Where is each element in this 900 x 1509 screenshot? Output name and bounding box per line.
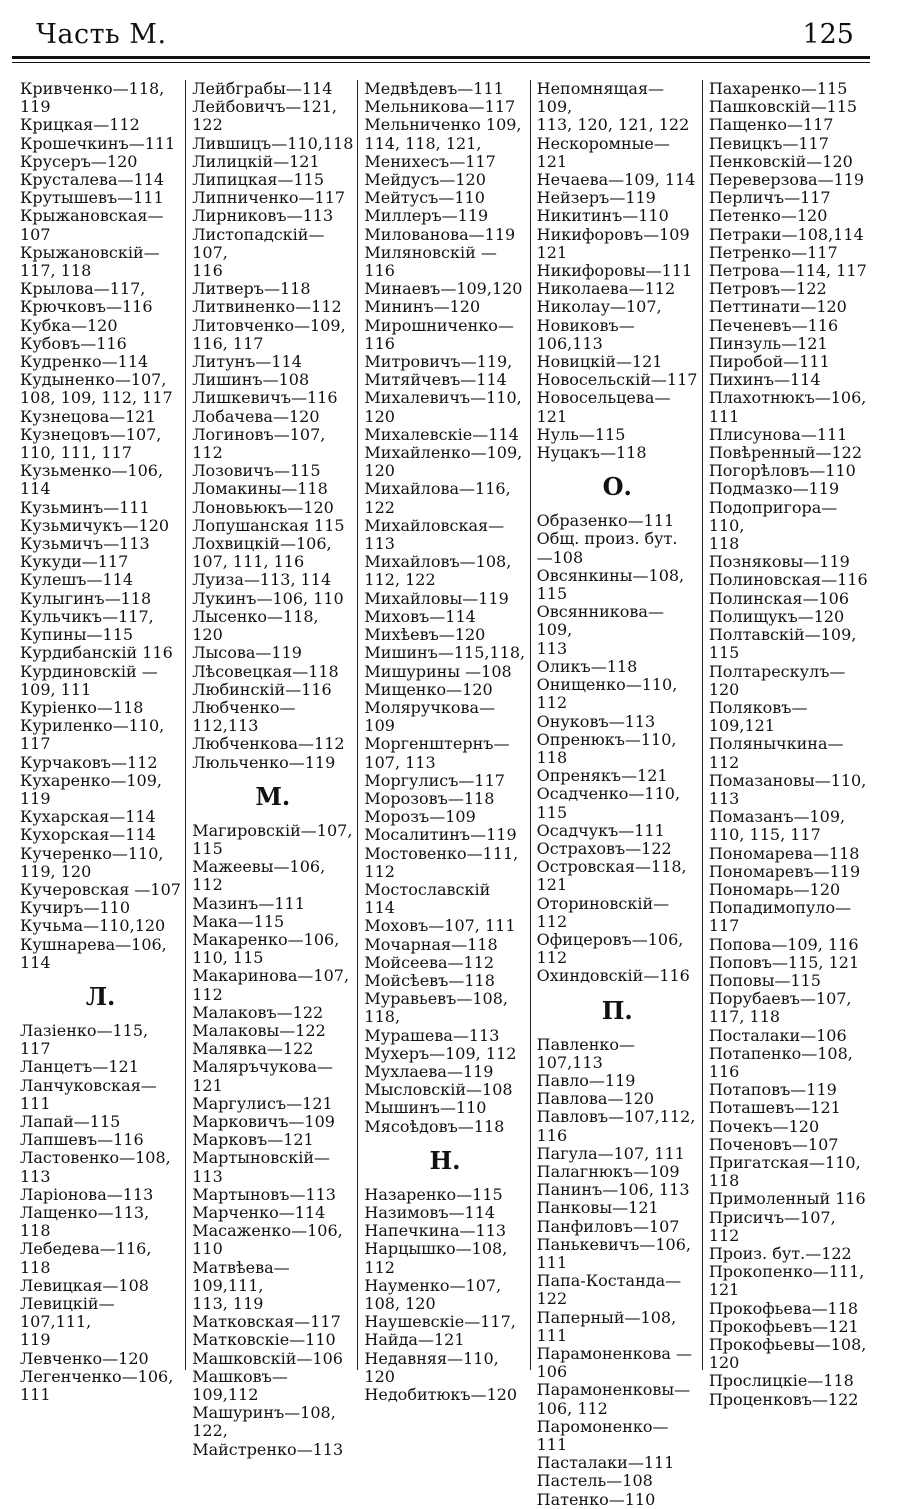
index-entry: Митяйчевъ—114 — [364, 370, 507, 390]
index-entry: Никитинъ—110 — [536, 206, 669, 226]
index-entry: Поповъ—115, 121 — [708, 952, 860, 972]
index-entry: Мойсѣевъ—118 — [364, 970, 495, 990]
index-entry: Левицкій—107,111, 119 — [20, 1294, 115, 1350]
index-entry: Оликъ—118 — [536, 656, 638, 676]
index-columns — [14, 79, 874, 1509]
index-entry: Петраки—108,114 — [708, 224, 864, 244]
index-entry: Майстренко—113 — [192, 1439, 344, 1459]
index-entry: Наушевскіе—117, — [364, 1312, 516, 1332]
index-entry: Кривченко—118, 119 — [20, 79, 165, 117]
index-entry: Лебедева—116, 118 — [20, 1239, 152, 1277]
index-entry: Пономаревъ—119 — [708, 861, 861, 881]
index-entry: Мухлаева—119 — [364, 1061, 494, 1081]
index-entry: Минаевъ—109,120 — [364, 279, 523, 299]
index-entry: Мостовенко—111, 112 — [364, 843, 519, 881]
index-entry: Новосельцева—121 — [536, 388, 671, 426]
index-entry: Литверъ—118 — [192, 279, 311, 299]
index-entry: Примоленный 116 — [708, 1189, 866, 1209]
index-entry: Пасталаки—111 — [536, 1453, 675, 1473]
index-entry: Перличъ—117 — [708, 188, 831, 208]
index-entry: Прокофьевы—108, 120 — [708, 1335, 867, 1373]
index-entry: Подмазко—119 — [708, 479, 840, 499]
index-entry: Островская—118, 121 — [536, 857, 687, 895]
index-entry: Поповы—115 — [708, 970, 821, 990]
index-entry: Поченовъ—107 — [708, 1134, 839, 1154]
index-entry: Левицкая—108 — [20, 1275, 149, 1295]
index-entry: Оториновскій—112 — [536, 893, 670, 931]
index-entry: Курдибанскій 116 — [20, 643, 173, 663]
index-entry: Матвѣева—109,111, 113, 119 — [192, 1257, 290, 1313]
index-entry: Почекъ—120 — [708, 1116, 820, 1136]
index-entry: Кузьменко—106, 114 — [20, 461, 164, 499]
index-entry: Любченкова—112 — [192, 734, 345, 754]
index-entry: Лирниковъ—113 — [192, 206, 334, 226]
index-entry: Кузьмичъ—113 — [20, 534, 150, 554]
index-entry: Крусеръ—120 — [20, 151, 138, 171]
index-entry: Опренякъ—121 — [536, 766, 668, 786]
index-entry: Кучьма—110,120 — [20, 916, 166, 936]
index-entry: Повѣренный—122 — [708, 443, 863, 463]
index-entry: Маргулисъ—121 — [192, 1093, 333, 1113]
index-entry: Миховъ—114 — [364, 606, 476, 626]
index-entry: Новосельскій—117 — [536, 370, 698, 390]
index-entry: Кузнецовъ—107, 110, 111, 117 — [20, 424, 162, 463]
index-entry: Крицкая—112 — [20, 115, 140, 135]
index-entry: Маляръчукова—121 — [192, 1057, 333, 1095]
index-entry: Муравьевъ—108, 118, — [364, 989, 508, 1027]
index-entry: Панковы—121 — [536, 1198, 659, 1218]
index-entry: Подопригора—110, 118 — [708, 497, 838, 554]
index-entry: Матковская—117 — [192, 1312, 341, 1332]
letter-heading: О. — [602, 472, 632, 502]
index-entry: Полтавскій—109, 115 — [708, 625, 857, 663]
index-entry: Парамоненковы— 106, 112 — [536, 1380, 691, 1418]
index-entry: Мысловскій—108 — [364, 1080, 513, 1100]
index-entry: Назаренко—115 — [364, 1184, 503, 1204]
index-entry: Прокопенко—111, 121 — [708, 1262, 865, 1300]
index-entry: Овсянникова—109, 113 — [536, 602, 664, 658]
index-entry: Мухеръ—109, 112 — [364, 1043, 517, 1063]
index-entry: Лейбовичъ—121, 122 — [192, 97, 338, 135]
index-entry: Михѣевъ—120 — [364, 625, 486, 645]
index-entry: Пастель—108 — [536, 1471, 653, 1491]
index-entry: Напечкина—113 — [364, 1221, 507, 1241]
index-entry: Крошечкинъ—111 — [20, 133, 176, 153]
index-entry: Литовченко—109, 116, 117 — [192, 315, 346, 353]
index-entry: Нечаева—109, 114 — [536, 170, 696, 190]
index-entry: Присичъ—107, 112 — [708, 1207, 836, 1245]
index-entry: Кухарская—114 — [20, 807, 156, 827]
index-entry: Мельниченко 109, 114, 118, 121, — [364, 115, 522, 153]
index-entry: Кушнарева—106, 114 — [20, 934, 167, 972]
index-entry: Марковичъ—109 — [192, 1111, 335, 1131]
index-entry: Курчаковъ—112 — [20, 752, 158, 772]
index-entry: Кучеровская —107 — [20, 879, 181, 899]
index-entry: Макаринова—107, 112 — [192, 966, 350, 1004]
index-entry: Мажеевы—106, 112 — [192, 857, 326, 895]
index-entry: Николаева—112 — [536, 279, 676, 299]
index-entry: Потаповъ—119 — [708, 1080, 837, 1100]
index-entry: Науменко—107, 108, 120 — [364, 1275, 502, 1313]
index-entry: Поляковъ—109,121 — [708, 697, 808, 736]
index-entry: Полинская—106 — [708, 588, 850, 608]
index-entry: Папа-Костанда— 122 — [536, 1271, 682, 1309]
section-title: Часть М. — [36, 18, 167, 50]
index-entry: Лукинъ—106, 110 — [192, 588, 344, 608]
index-entry: Куріенко—118 — [20, 697, 144, 717]
page-number: 125 — [802, 18, 854, 50]
index-entry: Офицеровъ—106, 112 — [536, 929, 684, 968]
index-entry: Пригатская—110, 118 — [708, 1152, 861, 1191]
index-entry: Лысова—119 — [192, 643, 302, 663]
index-entry: Логиновъ—107, 112 — [192, 424, 326, 463]
index-entry: Нуль—115 — [536, 424, 626, 444]
index-entry: Лѣсовецкая—118 — [192, 661, 339, 681]
index-entry: Ластовенко—108, 113 — [20, 1148, 171, 1186]
index-entry: Мышинъ—110 — [364, 1098, 487, 1118]
index-entry: Петренко—117 — [708, 242, 838, 262]
index-entry: Панинъ—106, 113 — [536, 1180, 690, 1200]
index-entry: Моргулисъ—117 — [364, 770, 505, 790]
index-entry: Макаренко—106, 110, 115 — [192, 929, 340, 968]
index-entry: Листопадскій—107, 116 — [192, 224, 325, 281]
header-rule-thin — [12, 62, 870, 63]
index-entry: Мейдусъ—120 — [364, 170, 486, 190]
index-entry: Мишинъ—115,118, — [364, 643, 526, 663]
index-entry: Крыжановскій— 117, 118 — [20, 242, 160, 281]
index-entry: Овсянкины—108, 115 — [536, 565, 685, 604]
index-entry: Мазинъ—111 — [192, 893, 305, 913]
letter-heading: П. — [601, 995, 633, 1025]
index-entry: Позняковы—119 — [708, 552, 850, 572]
index-entry: Лысенко—118, 120 — [192, 606, 319, 645]
index-entry: Кулыгинъ—118 — [20, 588, 152, 608]
index-entry: Общ. произ. бут. —108 — [536, 529, 678, 567]
index-entry: Кузьминъ—111 — [20, 497, 150, 517]
index-entry: Магировскій—107, 115 — [192, 820, 353, 858]
index-entry: Прокофьева—118 — [708, 1298, 859, 1318]
index-column-4 — [530, 79, 702, 1509]
index-entry: Менихесъ—117 — [364, 151, 496, 171]
index-entry: Лохвицкій—106, 107, 111, 116 — [192, 534, 332, 572]
index-entry: Переверзова—119 — [708, 170, 865, 190]
index-entry: Новицкій—121 — [536, 352, 663, 372]
index-entry: Купины—115 — [20, 625, 134, 645]
index-entry: Матковскіе—110 — [192, 1330, 336, 1350]
index-entry: Осадчукъ—111 — [536, 820, 665, 840]
index-entry: Нарцышко—108, 112 — [364, 1239, 508, 1277]
index-column-5 — [702, 79, 874, 1409]
index-entry: Кудыненко—107, 108, 109, 112, 117 — [20, 370, 173, 408]
index-entry: Нейзеръ—119 — [536, 188, 656, 208]
index-entry: Кучиръ—110 — [20, 898, 130, 918]
index-entry: Кузнецова—121 — [20, 406, 156, 426]
index-entry: Марковъ—121 — [192, 1130, 314, 1150]
index-entry: Марченко—114 — [192, 1202, 326, 1222]
index-entry: Кудренко—114 — [20, 352, 149, 372]
index-entry: Михайловская— 113 — [364, 515, 505, 554]
index-entry: Пагула—107, 111 — [536, 1143, 685, 1163]
index-entry: Онищенко—110, 112 — [536, 675, 678, 713]
index-entry: Масаженко—106, 110 — [192, 1221, 343, 1259]
index-entry: Кулешъ—114 — [20, 570, 134, 590]
index-entry: Парамоненкова — 106 — [536, 1344, 693, 1382]
index-entry: Медвѣдевъ—111 — [364, 79, 504, 98]
index-entry: Кухорская—114 — [20, 825, 156, 845]
index-entry: Пашковскій—115 — [708, 97, 858, 117]
index-entry: Липниченко—117 — [192, 188, 346, 208]
index-entry: Литунъ—114 — [192, 352, 302, 372]
index-entry: Моргенштернъ— 107, 113 — [364, 734, 510, 772]
index-entry: Пиробой—111 — [708, 352, 830, 372]
index-entry: Легенченко—106, 111 — [20, 1366, 174, 1405]
index-entry: Кубовъ—116 — [20, 333, 127, 353]
index-entry: Посталаки—106 — [708, 1025, 847, 1045]
index-entry: Лапай—115 — [20, 1111, 121, 1131]
index-entry: Пинзуль—121 — [708, 333, 828, 353]
index-entry: Найда—121 — [364, 1330, 465, 1350]
index-entry: Кухаренко—109, 119 — [20, 770, 162, 808]
index-entry: Кульчикъ—117, — [20, 606, 154, 626]
index-entry: Миляновскій —116 — [364, 242, 497, 281]
index-entry: Прокофьевъ—121 — [708, 1316, 859, 1336]
index-column-1 — [14, 79, 185, 1405]
index-entry: Полищукъ—120 — [708, 606, 845, 626]
header-rule-thick — [12, 56, 870, 59]
index-entry: Крусталева—114 — [20, 170, 165, 190]
index-entry: Остраховъ—122 — [536, 838, 672, 858]
page-header — [36, 14, 854, 54]
index-entry: Крыжановская— 107 — [20, 206, 164, 244]
index-entry: Мельникова—117 — [364, 97, 516, 117]
index-entry: Крючковъ—116 — [20, 297, 153, 317]
index-entry: Образенко—111 — [536, 511, 675, 531]
index-entry: Лобачева—120 — [192, 406, 320, 426]
index-entry: Патенко—110 — [536, 1489, 656, 1509]
index-entry: Лилицкій—121 — [192, 151, 320, 171]
index-entry: Любинскій—116 — [192, 679, 332, 699]
index-entry: Ларіонова—113 — [20, 1184, 154, 1204]
index-column-2 — [185, 79, 357, 1459]
index-entry: Петровъ—122 — [708, 279, 827, 299]
index-entry: Павленко—107,113 — [536, 1034, 636, 1072]
index-entry: Помазанъ—109, 110, 115, 117 — [708, 807, 846, 845]
index-entry: Куриленко—110, 117 — [20, 716, 165, 754]
index-entry: Произ. бут.—122 — [708, 1244, 852, 1263]
index-entry: Попова—109, 116 — [708, 934, 859, 954]
index-entry: Нуцакъ—118 — [536, 443, 647, 463]
index-entry: Осадченко—110, 115 — [536, 784, 681, 822]
index-entry: Литвиненко—112 — [192, 297, 342, 317]
index-entry: Митровичъ—119, — [364, 352, 513, 372]
index-entry: Онуковъ—113 — [536, 711, 656, 731]
index-entry: Назимовъ—114 — [364, 1202, 496, 1222]
index-entry: Миллеръ—119 — [364, 206, 489, 226]
index-entry: Левченко—120 — [20, 1348, 149, 1368]
index-entry: Паперный—108, 111 — [536, 1307, 677, 1345]
index-entry: Охиндовскій—116 — [536, 966, 690, 986]
index-entry: Панькевичъ—106, 111 — [536, 1234, 691, 1272]
index-entry: Порубаевъ—107, 117, 118 — [708, 989, 852, 1027]
index-entry: Крутышевъ—111 — [20, 188, 164, 208]
index-entry: Полиновская—116 — [708, 570, 868, 590]
index-entry: Лоновьюкъ—120 — [192, 497, 334, 517]
index-entry: Лащенко—113, 118 — [20, 1202, 150, 1241]
index-entry: Мейтусъ—110 — [364, 188, 485, 208]
index-entry: Поташевъ—121 — [708, 1098, 841, 1118]
index-entry: Кубка—120 — [20, 315, 118, 335]
index-entry: Мостославскій 114 — [364, 879, 491, 918]
index-entry: Пономарь—120 — [708, 879, 841, 899]
index-entry: Моховъ—107, 111 — [364, 916, 516, 936]
index-entry: Кучеренко—110, 119, 120 — [20, 843, 164, 881]
index-entry: Мартыновъ—113 — [192, 1184, 336, 1204]
index-entry: Палагнюкъ—109 — [536, 1161, 680, 1181]
index-entry: Мартыновскій— 113 — [192, 1148, 330, 1186]
index-entry: Лазіенко—115, 117 — [20, 1020, 149, 1059]
index-entry: Павло—119 — [536, 1070, 636, 1090]
index-entry: Павловъ—107,112, 116 — [536, 1107, 696, 1145]
index-entry: Михалевичъ—110, 120 — [364, 388, 522, 426]
index-entry: Морозовъ—118 — [364, 788, 495, 808]
index-entry: Опренюкъ—110, 118 — [536, 729, 677, 767]
index-entry: Никифоровы—111 — [536, 261, 693, 281]
index-entry: Лишкевичъ—116 — [192, 388, 338, 408]
index-entry: Мурашева—113 — [364, 1025, 500, 1045]
index-entry: Михайлова—116, 122 — [364, 479, 511, 517]
index-entry: Курдиновскій — 109, 111 — [20, 661, 158, 699]
index-entry: Петрова—114, 117 — [708, 261, 867, 281]
index-entry: Лишинъ—108 — [192, 370, 310, 390]
index-entry: Милованова—119 — [364, 224, 516, 244]
index-entry: Мойсеева—112 — [364, 952, 495, 972]
index-entry: Ломакины—118 — [192, 479, 328, 499]
index-entry: Мининъ—120 — [364, 297, 481, 317]
index-entry: Помазановы—110, 113 — [708, 770, 867, 808]
index-entry: Паромоненко—111 — [536, 1416, 669, 1455]
index-entry: Кузьмичукъ—120 — [20, 515, 170, 535]
index-entry: Погорѣловъ—110 — [708, 461, 856, 481]
index-entry: Петенко—120 — [708, 206, 828, 226]
index-entry: Пащенко—117 — [708, 115, 834, 135]
index-entry: Малаковъ—122 — [192, 1002, 324, 1022]
index-entry: Луиза—113, 114 — [192, 570, 332, 590]
index-entry: Михайловы—119 — [364, 588, 509, 608]
index-entry: Пихинъ—114 — [708, 370, 821, 390]
index-entry: Машковскій—106 — [192, 1348, 343, 1368]
letter-heading: Л. — [85, 981, 116, 1011]
index-entry: Мирошниченко— 116 — [364, 315, 514, 353]
index-entry: Недавняя—110, 120 — [364, 1348, 499, 1386]
index-entry: Морозъ—109 — [364, 807, 476, 827]
index-entry: Нескоромные—121 — [536, 133, 670, 171]
index-entry: Машковъ—109,112 — [192, 1366, 288, 1405]
index-entry: Михайленко—109, 120 — [364, 443, 523, 481]
index-entry: Липицкая—115 — [192, 170, 325, 190]
index-entry: Мочарная—118 — [364, 934, 498, 954]
index-entry: Плисунова—111 — [708, 424, 848, 444]
index-entry: Прослицкіе—118 — [708, 1371, 854, 1391]
index-entry: Любченко—112,113 — [192, 697, 296, 736]
index-entry: Лозовичъ—115 — [192, 461, 321, 481]
index-entry: Михайловъ—108, 112, 122 — [364, 552, 512, 590]
index-entry: Ланцетъ—121 — [20, 1057, 139, 1077]
index-entry: Машуринъ—108, 122, — [192, 1403, 336, 1441]
index-entry: Пахаренко—115 — [708, 79, 848, 98]
index-entry: Печеневъ—116 — [708, 315, 839, 335]
index-entry: Мосалитинъ—119 — [364, 825, 517, 845]
index-entry: Крылова—117, — [20, 279, 146, 299]
index-entry: Петтинати—120 — [708, 297, 847, 317]
index-entry: Непомнящая—109, 113, 120, 121, 122 — [536, 79, 690, 135]
index-entry: Мясоѣдовъ—118 — [364, 1116, 505, 1136]
index-entry: Мака—115 — [192, 911, 285, 931]
index-entry: Новиковъ—106,113 — [536, 315, 635, 353]
index-entry: Плахотнюкъ—106, 111 — [708, 388, 867, 426]
letter-heading: Н. — [429, 1145, 461, 1175]
index-entry: Лопушанская 115 — [192, 515, 345, 535]
index-entry: Полтарескулъ— 120 — [708, 661, 846, 699]
index-entry: Лейбграбы—114 — [192, 79, 333, 98]
index-entry: Люльченко—119 — [192, 752, 336, 772]
index-entry: Мишурины —108 — [364, 661, 512, 681]
index-entry: Лапшевъ—116 — [20, 1130, 144, 1150]
index-entry: Певицкъ—117 — [708, 133, 829, 153]
index-entry: Павлова—120 — [536, 1089, 654, 1109]
index-entry: Моляручкова—109 — [364, 697, 496, 736]
index-column-3 — [357, 79, 529, 1405]
index-entry: Малявка—122 — [192, 1039, 314, 1059]
letter-heading: М. — [255, 781, 291, 811]
index-entry: Малаковы—122 — [192, 1020, 326, 1040]
index-entry: Пономарева—118 — [708, 843, 860, 863]
index-entry: Полянычкина—112 — [708, 734, 844, 772]
index-entry: Кукуди—117 — [20, 552, 129, 572]
index-entry: Потапенко—108, 116 — [708, 1043, 853, 1081]
index-entry: Проценковъ—122 — [708, 1389, 859, 1409]
index-entry: Пенковскій—120 — [708, 151, 853, 171]
index-entry: Михалевскіе—114 — [364, 424, 519, 444]
index-entry: Ланчуковская— 111 — [20, 1075, 157, 1113]
index-entry: Недобитюкъ—120 — [364, 1385, 518, 1405]
index-entry: Никифоровъ—109 121 — [536, 224, 690, 262]
index-entry: Мищенко—120 — [364, 679, 493, 699]
index-entry: Николау—107, — [536, 297, 662, 317]
index-entry: Лившицъ—110,118 — [192, 133, 354, 153]
index-entry: Попадимопуло— 117 — [708, 898, 852, 936]
index-entry: Панфиловъ—107 — [536, 1216, 680, 1236]
